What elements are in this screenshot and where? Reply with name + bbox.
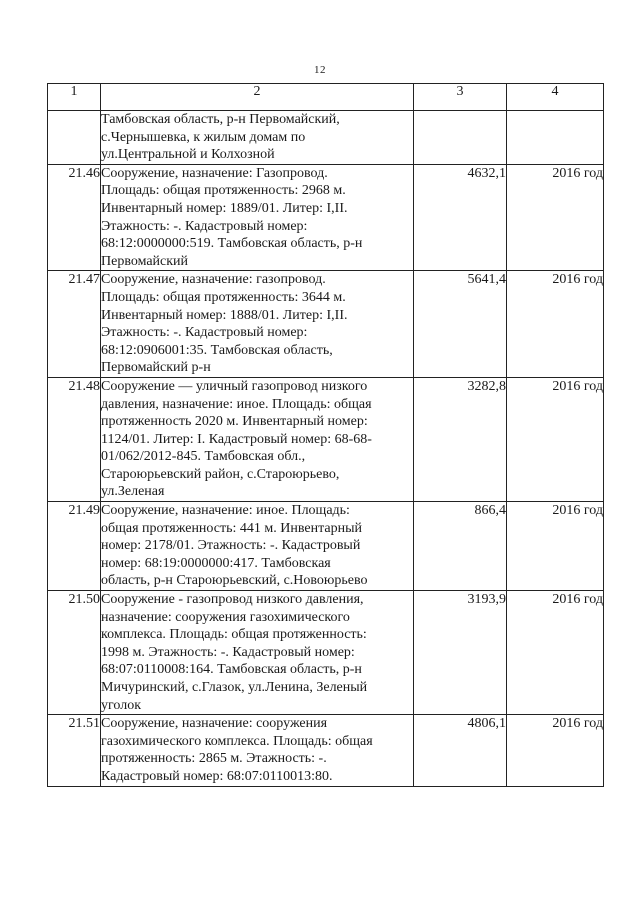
table-row bbox=[48, 591, 604, 715]
row-number: 21.50 bbox=[48, 591, 101, 715]
row-description bbox=[101, 111, 414, 165]
table-row bbox=[48, 715, 604, 786]
description-line: комплекса. Площадь: общая протяженность: bbox=[101, 627, 367, 643]
table-header-row bbox=[48, 84, 604, 111]
description-line: Сооружение, назначение: иное. Площадь: bbox=[101, 503, 350, 519]
description-line: Кадастровый номер: 68:07:0110013:80. bbox=[101, 768, 333, 784]
row-year: 2016 год bbox=[507, 591, 604, 715]
row-year: 2016 год bbox=[507, 271, 604, 378]
description-line: Площадь: общая протяженность: 3644 м. bbox=[101, 289, 346, 305]
description-line: Мичуринский, с.Глазок, ул.Ленина, Зеленый bbox=[101, 680, 368, 695]
row-value: 866,4 bbox=[414, 502, 507, 591]
description-line: Сооружение, назначение: Газопровод. bbox=[101, 165, 328, 181]
description-line: с.Чернышевка, к жилым домам по bbox=[101, 129, 306, 145]
description-line: номер: 2178/01. Этажность: -. Кадастровый bbox=[101, 538, 361, 554]
row-description bbox=[101, 502, 414, 591]
description-line: Тамбовская область, р-н Первомайский, bbox=[101, 112, 340, 127]
description-line: Сооружение — уличный газопровод низкого bbox=[101, 378, 368, 394]
description-line: ул.Центральной и Колхозной bbox=[101, 147, 275, 163]
description-line: Староюрьевский район, с.Староюрьево, bbox=[101, 466, 340, 482]
description-line: давления, назначение: иное. Площадь: общая bbox=[101, 396, 372, 412]
row-number bbox=[48, 111, 101, 165]
row-year: 2016 год bbox=[507, 164, 604, 271]
description-line: 1124/01. Литер: I. Кадастровый номер: 68-68- bbox=[101, 431, 372, 447]
description-line: общая протяженность: 441 м. Инвентарный bbox=[101, 520, 362, 536]
row-number: 21.51 bbox=[48, 715, 101, 786]
description-line: Первомайский р-н bbox=[101, 360, 211, 376]
row-value: 3193,9 bbox=[414, 591, 507, 715]
description-line: Инвентарный номер: 1888/01. Литер: I,II. bbox=[101, 307, 348, 323]
description-line: Площадь: общая протяженность: 2968 м. bbox=[101, 183, 346, 199]
description-line: назначение: сооружения газохимического bbox=[101, 609, 350, 625]
column-header-4: 4 bbox=[507, 84, 604, 111]
row-year: 2016 год bbox=[507, 502, 604, 591]
table-row bbox=[48, 164, 604, 271]
description-line: Этажность: -. Кадастровый номер: bbox=[101, 218, 308, 234]
row-number: 21.48 bbox=[48, 377, 101, 501]
property-registry-table bbox=[47, 83, 604, 787]
description-line: протяженность: 2865 м. Этажность: -. bbox=[101, 751, 327, 767]
table-row bbox=[48, 111, 604, 165]
description-line: 01/062/2012-845. Тамбовская обл., bbox=[101, 449, 306, 465]
row-year bbox=[507, 111, 604, 165]
row-number: 21.47 bbox=[48, 271, 101, 378]
column-header-2: 2 bbox=[101, 84, 414, 111]
description-line: Сооружение, назначение: газопровод. bbox=[101, 272, 326, 288]
description-line: ул.Зеленая bbox=[101, 484, 165, 500]
description-line: номер: 68:19:0000000:417. Тамбовская bbox=[101, 555, 331, 571]
description-line: 68:12:0000000:519. Тамбовская область, р-н bbox=[101, 236, 363, 252]
row-number: 21.49 bbox=[48, 502, 101, 591]
description-line: 1998 м. Этажность: -. Кадастровый номер: bbox=[101, 644, 355, 660]
row-value: 4632,1 bbox=[414, 164, 507, 271]
row-description bbox=[101, 591, 414, 715]
description-line: протяженность 2020 м. Инвентарный номер: bbox=[101, 414, 368, 430]
row-year: 2016 год bbox=[507, 377, 604, 501]
table-body bbox=[48, 111, 604, 787]
row-description bbox=[101, 271, 414, 378]
description-line: газохимического комплекса. Площадь: общая bbox=[101, 733, 373, 749]
row-value bbox=[414, 111, 507, 165]
table-row bbox=[48, 377, 604, 501]
description-line: уголок bbox=[101, 697, 141, 713]
description-line: область, р-н Староюрьевский, с.Новоюрьево bbox=[101, 573, 368, 589]
page-number: 12 bbox=[314, 64, 326, 76]
description-line: Сооружение - газопровод низкого давления, bbox=[101, 592, 364, 608]
row-description bbox=[101, 377, 414, 501]
row-value: 5641,4 bbox=[414, 271, 507, 378]
row-description bbox=[101, 164, 414, 271]
row-value: 4806,1 bbox=[414, 715, 507, 786]
description-line: Инвентарный номер: 1889/01. Литер: I,II. bbox=[101, 200, 348, 216]
row-description bbox=[101, 715, 414, 786]
column-header-3: 3 bbox=[414, 84, 507, 111]
description-line: 68:07:0110008:164. Тамбовская область, р-н bbox=[101, 662, 362, 678]
description-line: 68:12:0906001:35. Тамбовская область, bbox=[101, 342, 333, 358]
row-year: 2016 год bbox=[507, 715, 604, 786]
table-row bbox=[48, 271, 604, 378]
column-header-1: 1 bbox=[48, 84, 101, 111]
description-line: Сооружение, назначение: сооружения bbox=[101, 716, 328, 732]
description-line: Первомайский bbox=[101, 253, 189, 269]
description-line: Этажность: -. Кадастровый номер: bbox=[101, 325, 308, 341]
row-value: 3282,8 bbox=[414, 377, 507, 501]
table-row bbox=[48, 502, 604, 591]
row-number: 21.46 bbox=[48, 164, 101, 271]
